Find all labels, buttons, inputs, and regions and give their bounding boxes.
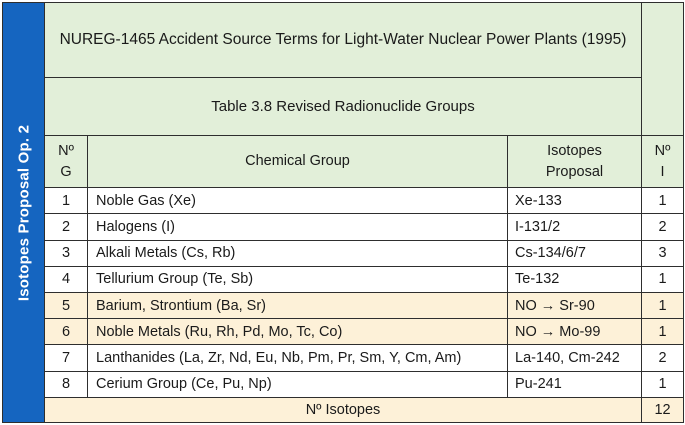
isotopes-table-frame [2,2,683,423]
row-isotopes: Xe-133 [508,188,642,214]
row-chemical-group: Halogens (I) [88,214,508,240]
row-chemical-group: Alkali Metals (Cs, Rb) [88,240,508,266]
row-isotopes: NO → Sr-90 [508,292,642,318]
row-isotopes: Cs-134/6/7 [508,240,642,266]
row-chemical-group: Barium, Strontium (Ba, Sr) [88,292,508,318]
row-isotope-count: 1 [642,188,684,214]
header-ni [642,135,684,187]
row-isotope-count: 2 [642,345,684,371]
header-ni-line1: Nº [654,142,671,159]
table-subtitle: Table 3.8 Revised Radionuclide Groups [45,77,642,135]
row-number: 6 [45,319,88,345]
table-row [3,214,684,240]
row-isotopes: NO → Mo-99 [508,319,642,345]
header-isotopes-line2: Proposal [545,163,604,180]
footer-total-label: Nº Isotopes [45,397,642,422]
row-number: 5 [45,292,88,318]
table-title: NUREG-1465 Accident Source Terms for Light-Water Nuclear Power Plants (1995) [45,3,642,78]
row-isotopes: I-131/2 [508,214,642,240]
row-chemical-group: Lanthanides (La, Zr, Nd, Eu, Nb, Pm, Pr, Sm, Y, Cm, Am) [88,345,508,371]
row-isotope-count: 1 [642,266,684,292]
header-isotopes-line1: Isotopes [547,142,602,159]
footer-total-count: 12 [642,397,684,422]
table-row [3,266,684,292]
header-ni-line2: I [660,163,665,180]
table-row [3,240,684,266]
header-ng [45,135,88,187]
row-chemical-group: Noble Gas (Xe) [88,188,508,214]
row-isotopes: La-140, Cm-242 [508,345,642,371]
table-row-highlighted [3,292,684,318]
row-chemical-group: Noble Metals (Ru, Rh, Pd, Mo, Tc, Co) [88,319,508,345]
side-label-cell [3,3,45,423]
row-isotope-count: 1 [642,292,684,318]
title-right-blank [642,3,684,136]
side-label: Isotopes Proposal Op. 2 [15,124,32,301]
row-isotopes: Pu-241 [508,371,642,397]
row-chemical-group: Cerium Group (Ce, Pu, Np) [88,371,508,397]
row-number: 2 [45,214,88,240]
table-row-highlighted [3,319,684,345]
row-number: 3 [45,240,88,266]
row-number: 4 [45,266,88,292]
row-number: 7 [45,345,88,371]
row-number: 8 [45,371,88,397]
header-ng-line2: G [60,163,72,180]
table-row [3,345,684,371]
header-chemical-group: Chemical Group [88,135,508,187]
header-isotopes-proposal [508,135,642,187]
row-isotope-count: 1 [642,319,684,345]
row-chemical-group: Tellurium Group (Te, Sb) [88,266,508,292]
table-row [3,371,684,397]
row-isotopes: Te-132 [508,266,642,292]
row-isotope-count: 1 [642,371,684,397]
table-row [3,188,684,214]
row-isotope-count: 2 [642,214,684,240]
header-ng-line1: Nº [58,142,74,159]
row-number: 1 [45,188,88,214]
row-isotope-count: 3 [642,240,684,266]
radionuclide-groups-table [2,2,684,423]
